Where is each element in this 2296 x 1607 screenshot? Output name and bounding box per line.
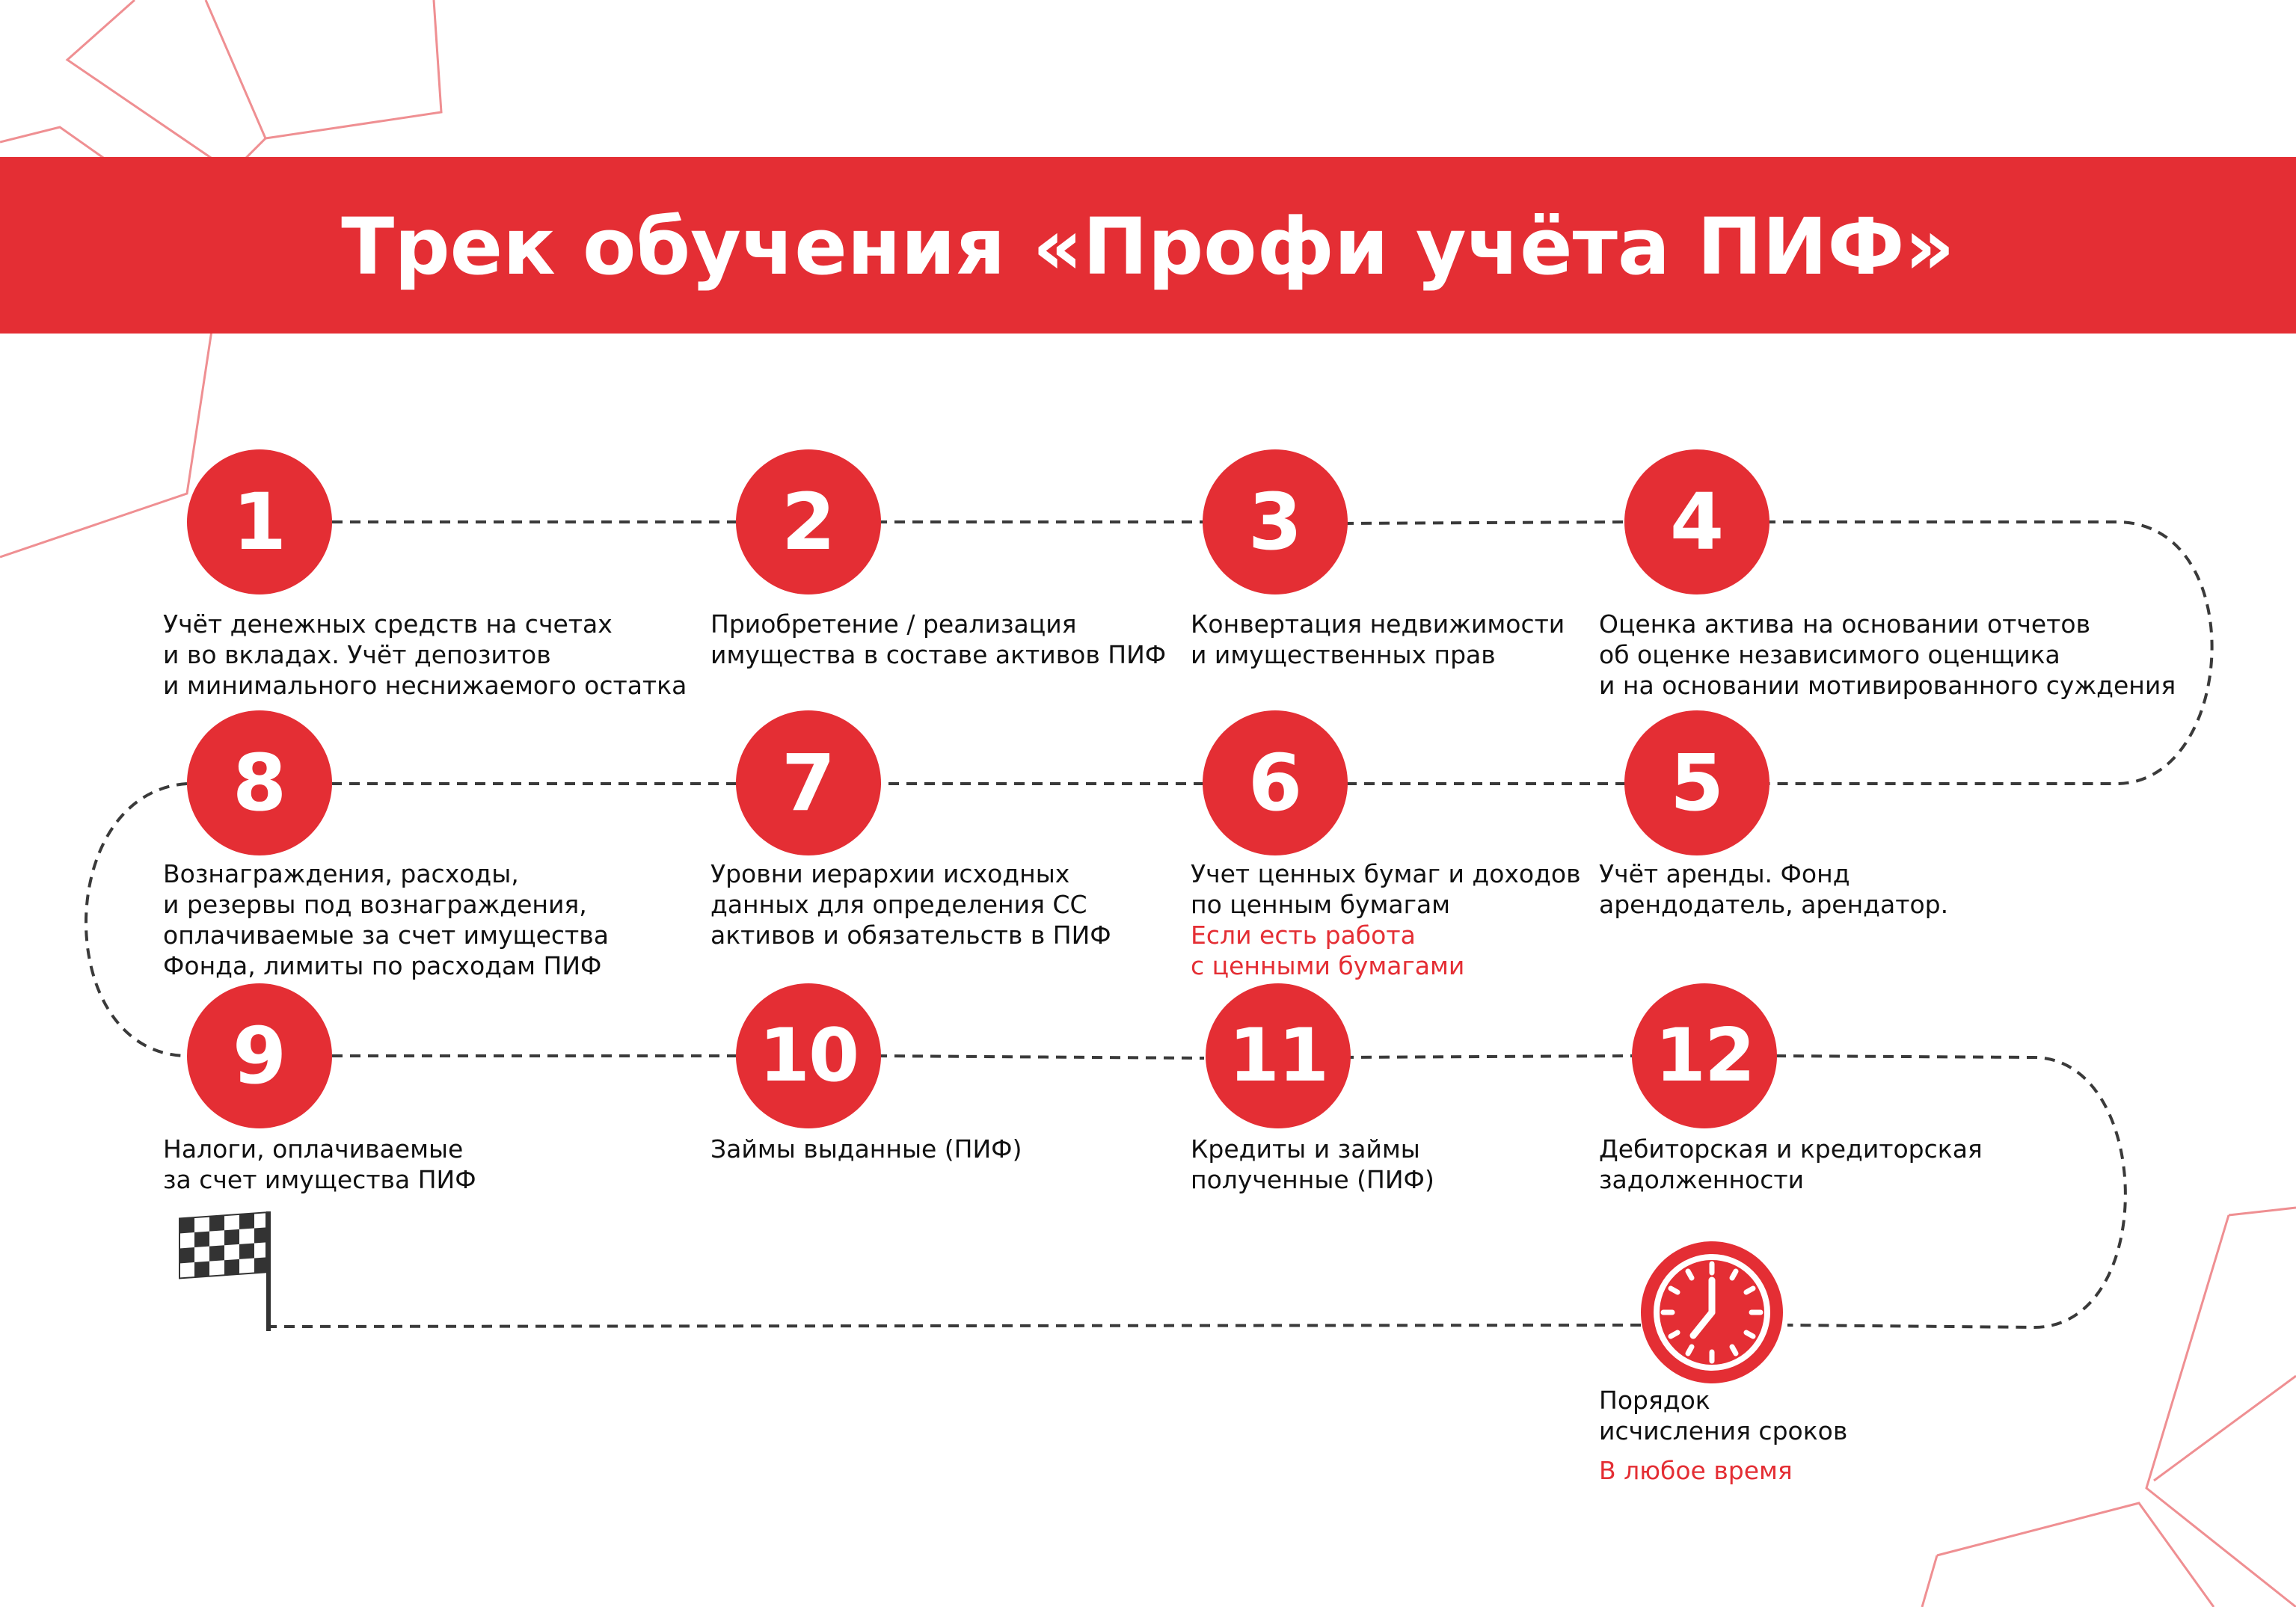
- step-circle-12: 12: [1632, 983, 1777, 1128]
- step-circle-2: 2: [736, 449, 881, 594]
- checkered-flag-icon: [174, 1205, 271, 1336]
- step-circle-3: 3: [1203, 449, 1348, 594]
- step-line: Приобретение / реализация: [710, 609, 1077, 639]
- step-circle-9: 9: [187, 983, 332, 1128]
- step-line: Учёт аренды. Фонд: [1599, 859, 1850, 888]
- step-line: по ценным бумагам: [1191, 890, 1451, 919]
- step-description-6: [1191, 858, 1581, 981]
- step-line: Учет ценных бумаг и доходов: [1191, 859, 1581, 888]
- step-line: и минимального неснижаемого остатка: [163, 671, 687, 700]
- step-description-11: [1191, 1134, 1434, 1195]
- step-line: полученные (ПИФ): [1191, 1165, 1434, 1194]
- step-note: Если есть работа: [1191, 921, 1416, 950]
- step-description-10: [710, 1134, 1022, 1164]
- step-description-1: [163, 609, 687, 701]
- step-line: имущества в составе активов ПИФ: [710, 640, 1167, 669]
- extra-line: исчисления сроков: [1599, 1416, 1848, 1445]
- step-line: и во вкладах. Учёт депозитов: [163, 640, 551, 669]
- step-line: активов и обязательств в ПИФ: [710, 921, 1111, 950]
- step-line: Кредиты и займы: [1191, 1134, 1420, 1164]
- step-description-5: [1599, 858, 1948, 920]
- step-description-2: [710, 609, 1166, 670]
- step-description-4: [1599, 609, 2176, 701]
- step-circle-4: 4: [1624, 449, 1769, 594]
- step-circle-1: 1: [187, 449, 332, 594]
- step-line: арендодатель, арендатор.: [1599, 890, 1949, 919]
- step-line: Уровни иерархии исходных: [710, 859, 1070, 888]
- page-title: Трек обучения «Профи учёта ПИФ»: [341, 201, 1955, 292]
- step-note: с ценными бумагами: [1191, 951, 1465, 980]
- step-line: и имущественных прав: [1191, 640, 1496, 669]
- step-line: об оценке независимого оценщика: [1599, 640, 2060, 669]
- step-line: Займы выданные (ПИФ): [710, 1134, 1022, 1164]
- step-description-3: [1191, 609, 1565, 670]
- step-circle-6: 6: [1203, 710, 1348, 855]
- step-line: и на основании мотивированного суждения: [1599, 671, 2176, 700]
- step-description-9: [163, 1134, 476, 1195]
- step-line: Дебиторская и кредиторская: [1599, 1134, 1983, 1164]
- extra-note: В любое время: [1599, 1456, 1793, 1485]
- step-circle-8: 8: [187, 710, 332, 855]
- step-circle-11: 11: [1206, 983, 1351, 1128]
- step-line: Оценка актива на основании отчетов: [1599, 609, 2091, 639]
- step-line: за счет имущества ПИФ: [163, 1165, 476, 1194]
- step-description-7: [710, 858, 1111, 950]
- extra-line: Порядок: [1599, 1386, 1710, 1415]
- step-line: задолженности: [1599, 1165, 1805, 1194]
- step-line: и резервы под вознаграждения,: [163, 890, 587, 919]
- step-line: оплачиваемые за счет имущества: [163, 921, 609, 950]
- extra-description: [1599, 1385, 1847, 1486]
- step-circle-10: 10: [736, 983, 881, 1128]
- step-line: Учёт денежных средств на счетах: [163, 609, 613, 639]
- step-description-8: [163, 858, 609, 981]
- step-line: Налоги, оплачиваемые: [163, 1134, 464, 1164]
- step-line: Вознаграждения, расходы,: [163, 859, 519, 888]
- step-line: Конвертация недвижимости: [1191, 609, 1565, 639]
- step-description-12: [1599, 1134, 1983, 1195]
- step-circle-5: 5: [1624, 710, 1769, 855]
- step-circle-7: 7: [736, 710, 881, 855]
- clock-icon: [1641, 1241, 1783, 1383]
- step-line: данных для определения СС: [710, 890, 1087, 919]
- step-line: Фонда, лимиты по расходам ПИФ: [163, 951, 602, 980]
